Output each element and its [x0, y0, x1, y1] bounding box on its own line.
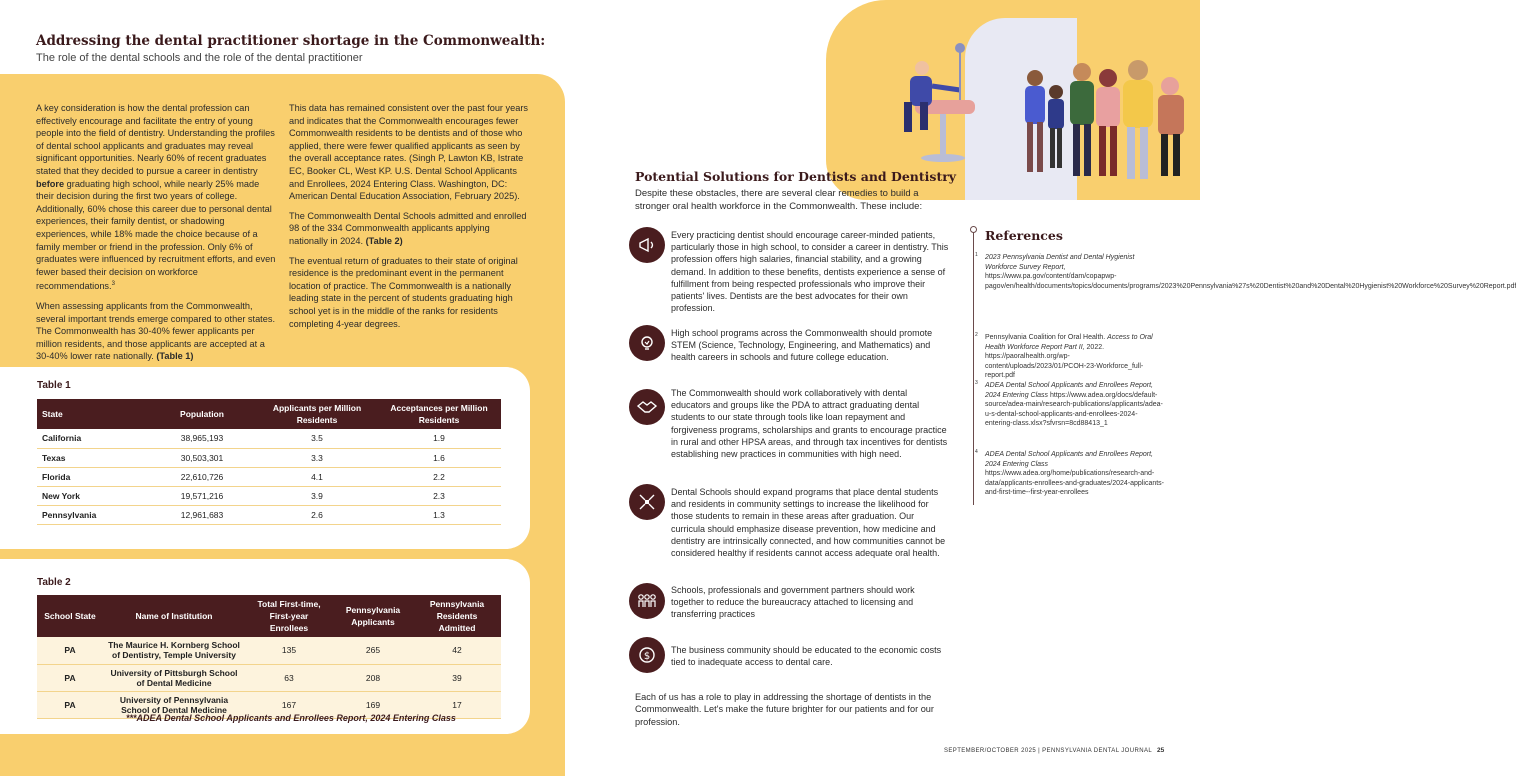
table2: [37, 595, 501, 719]
closing-paragraph: Each of us has a role to play in addressing the shortage of dentists in the Commonwealth. Let's make the future brighter for our patients and for our profession.: [635, 692, 934, 727]
solution-text: The business community should be educated to the economic costs tied to inadequate access to dental care.: [671, 645, 942, 668]
table2-title: Table 2: [37, 577, 71, 588]
table-cell: University of Pennsylvania School of Dental Medicine: [103, 691, 245, 718]
table1-header: State: [37, 399, 147, 429]
solution-text: High school programs across the Commonwealth should promote STEM (Science, Technology, Engineering, and Mathematics) and health careers in schools and future college education.: [671, 328, 933, 363]
table-cell: 208: [333, 664, 413, 691]
table-cell: 3.5: [257, 429, 377, 448]
table2-footnote: ***ADEA Dental School Applicants and Enrollees Report, 2024 Entering Class: [126, 713, 456, 723]
table-cell: 1.3: [377, 506, 501, 525]
table-cell: California: [37, 429, 147, 448]
table1-title: Table 1: [37, 380, 71, 391]
table1: [37, 399, 501, 525]
table-cell: 12,961,683: [147, 506, 257, 525]
reference-item: 1 2023 Pennsylvania Dentist and Dental Hygienist Workforce Survey Report, https://www.pa.gov/content/dam/copapwp-pagov/en/health/documents/topics/documents/programs/2023%20Pennsylvania%27s%20Dentist%20and%20Dental%20Hygienist%20Workforce%20Survey%20Report.pdf: [975, 252, 1516, 290]
table-cell: 167: [245, 691, 333, 718]
table1-header: Population: [147, 399, 257, 429]
table-cell: PA: [37, 637, 103, 664]
table2-header: Pennsylvania Applicants: [333, 595, 413, 637]
table-cell: 63: [245, 664, 333, 691]
table-cell: 2.6: [257, 506, 377, 525]
table2-header: Pennsylvania Residents Admitted: [413, 595, 501, 637]
solution-text: The Commonwealth should work collaboratively with dental educators and groups like the PDA to attract graduating dental students to our state through tools like loan repayment and forgiveness programs, scholarships and grants to encourage practice in rural and other HPSA areas, and through tax incentives for dentists establishing new practices in communities with high need.: [671, 388, 948, 460]
table-row: [37, 637, 501, 664]
table1-header: Acceptances per Million Residents: [377, 399, 501, 429]
table-row: [37, 448, 501, 467]
group-icon: [629, 583, 665, 619]
table2-header: Total First-time, First-year Enrollees: [245, 595, 333, 637]
references-dot: [970, 226, 977, 233]
table-cell: 30,503,301: [147, 448, 257, 467]
paragraph: This data has remained consistent over the past four years and indicates that the Commonwealth encourages fewer Commonwealth residents to be dentists and of those who applied, there were fewer qualified applicants as seen by the overall acceptance rates. (Singh P, Lawton KB, Istrate EC, Booker CL, West KP. U.S. Dental School Applicants and Enrollees, 2024 Entering Class. Washington, DC: American Dental Education Association, February 2025).: [289, 103, 529, 202]
table-cell: 265: [333, 637, 413, 664]
table-cell: 3.9: [257, 487, 377, 506]
table-cell: The Maurice H. Kornberg School of Dentistry, Temple University: [103, 637, 245, 664]
table-cell: Texas: [37, 448, 147, 467]
table-row: [37, 487, 501, 506]
solution-text: Schools, professionals and government partners should work together to reduce the bureaucracy attached to licensing and transferring practices: [671, 585, 915, 620]
table-cell: Pennsylvania: [37, 506, 147, 525]
table-cell: 2.2: [377, 467, 501, 486]
table2-header: School State: [37, 595, 103, 637]
dollar-icon: [629, 637, 665, 673]
paragraph: When assessing applicants from the Commonwealth, several important trends emerge compared to other states. The Commonwealth has 30-40% fewer applicants per million residents, and those applicants are accepted at a 30-40% lower rate nationally. (Table 1): [36, 300, 275, 362]
table2-header: Name of Institution: [103, 595, 245, 637]
solutions-heading: Potential Solutions for Dentists and Dentistry: [635, 169, 957, 184]
table-cell: 1.9: [377, 429, 501, 448]
table-row: [37, 467, 501, 486]
solution-text: Dental Schools should expand programs that place dental students and residents in community settings to increase the likelihood for those students to remain in these areas after graduation. Our curricula should emphasize disease prevention, how medicine and dentistry are intrinsically connected, and how communities cannot be considered healthy if residents cannot access adequate oral health.: [671, 487, 946, 559]
references-heading: References: [985, 228, 1063, 243]
table-cell: 169: [333, 691, 413, 718]
table-cell: 19,571,216: [147, 487, 257, 506]
dentist-chair-illustration: [904, 43, 975, 162]
svg-text:$: $: [643, 651, 651, 662]
table-row: [37, 429, 501, 448]
table-cell: 39: [413, 664, 501, 691]
references-divider: [973, 230, 974, 505]
table-cell: PA: [37, 664, 103, 691]
table-cell: 38,965,193: [147, 429, 257, 448]
solutions-intro: Despite these obstacles, there are several clear remedies to build a stronger oral health workforce in the Commonwealth. These include:: [635, 188, 923, 212]
table1-header: Applicants per Million Residents: [257, 399, 377, 429]
table-row: [37, 506, 501, 525]
table-cell: 2.3: [377, 487, 501, 506]
solution-text: Every practicing dentist should encourage career-minded patients, particularly those in high school, to consider a career in dentistry. This profession offers high salaries, financial stability, and a growing demand. In addition to these benefits, dentists experience a sense of fulfillment from being respected professionals who improve their patients' lives. Dentists are the best advocates for their own profession.: [671, 230, 949, 314]
table-cell: 42: [413, 637, 501, 664]
handshake-icon: [629, 389, 665, 425]
waiting-patients-illustration: [1025, 60, 1184, 179]
table-cell: 4.1: [257, 467, 377, 486]
left-text-column: [36, 102, 276, 370]
table-cell: 22,610,726: [147, 467, 257, 486]
table-cell: 1.6: [377, 448, 501, 467]
paragraph: The Commonwealth Dental Schools admitted and enrolled 98 of the 334 Commonwealth applicants applying nationally in 2024. (Table 2): [289, 210, 527, 246]
table-cell: University of Pittsburgh School of Dental Medicine: [103, 664, 245, 691]
table-cell: Florida: [37, 467, 147, 486]
journal-footer: SEPTEMBER/OCTOBER 2025 | PENNSYLVANIA DENTAL JOURNAL: [944, 748, 1153, 754]
middle-text-column: [289, 102, 529, 337]
paragraph: A key consideration is how the dental profession can effectively encourage and facilitate the entry of young people into the field of dentistry. Understanding the profiles of dental school applicants and graduates may reveal significant opportunities. Nearly 60% of recent graduates stated that they decided to pursue a career in dentistry before graduating high school, while nearly 25% made their decision during the first two years of college. Additionally, 60% chose this career due to personal dental experiences, their family dentist, or shadowing experiences, while 18% made the choice because of a family member or friend in the profession. Only 6% of graduates were influenced by recruitment efforts, and even fewer based their decision on workforce recommendations.$^3$: [36, 103, 276, 292]
table-cell: PA: [37, 691, 103, 718]
page-number: 25: [1157, 747, 1165, 754]
reference-item: 4 ADEA Dental School Applicants and Enrollees Report, 2024 Entering Class https://www.adea.org/home/publications/research-and-data/applicants-enrollees-and-graduates/2024-applicants-and-first-time--first-year-enrollees: [975, 449, 1165, 497]
table-cell: 17: [413, 691, 501, 718]
article-subtitle: The role of the dental schools and the role of the dental practitioner: [36, 52, 363, 64]
table-cell: New York: [37, 487, 147, 506]
network-icon: [629, 484, 665, 520]
table-cell: 135: [245, 637, 333, 664]
table-cell: 3.3: [257, 448, 377, 467]
article-title: Addressing the dental practitioner shortage in the Commonwealth:: [36, 33, 546, 49]
reference-item: 3 ADEA Dental School Applicants and Enrollees Report, 2024 Entering Class https://www.adea.org/docs/default-source/adea-main/research-publications/applicants/adea-u-s-dental-school-applicants-and-enrollees-2024-entering-class.xlsx?sfvrsn=8cd88413_1: [975, 380, 1163, 428]
megaphone-icon: [629, 227, 665, 263]
paragraph: The eventual return of graduates to their state of original residence is the predominant event in the permanent location of practice. The Commonwealth is a nationally leading state in the percent of students graduating high school yet is in the middle of the ranks for residents completing 4-year degrees.: [289, 255, 518, 329]
reference-item: 2 Pennsylvania Coalition for Oral Health. Access to Oral Health Workforce Report Part II, 2022. https://paoralhealth.org/wp-content/uploads/2023/01/PCOH-23-Workforce_full-report.pdf: [975, 332, 1153, 380]
table-row: [37, 664, 501, 691]
lightbulb-icon: [629, 325, 665, 361]
